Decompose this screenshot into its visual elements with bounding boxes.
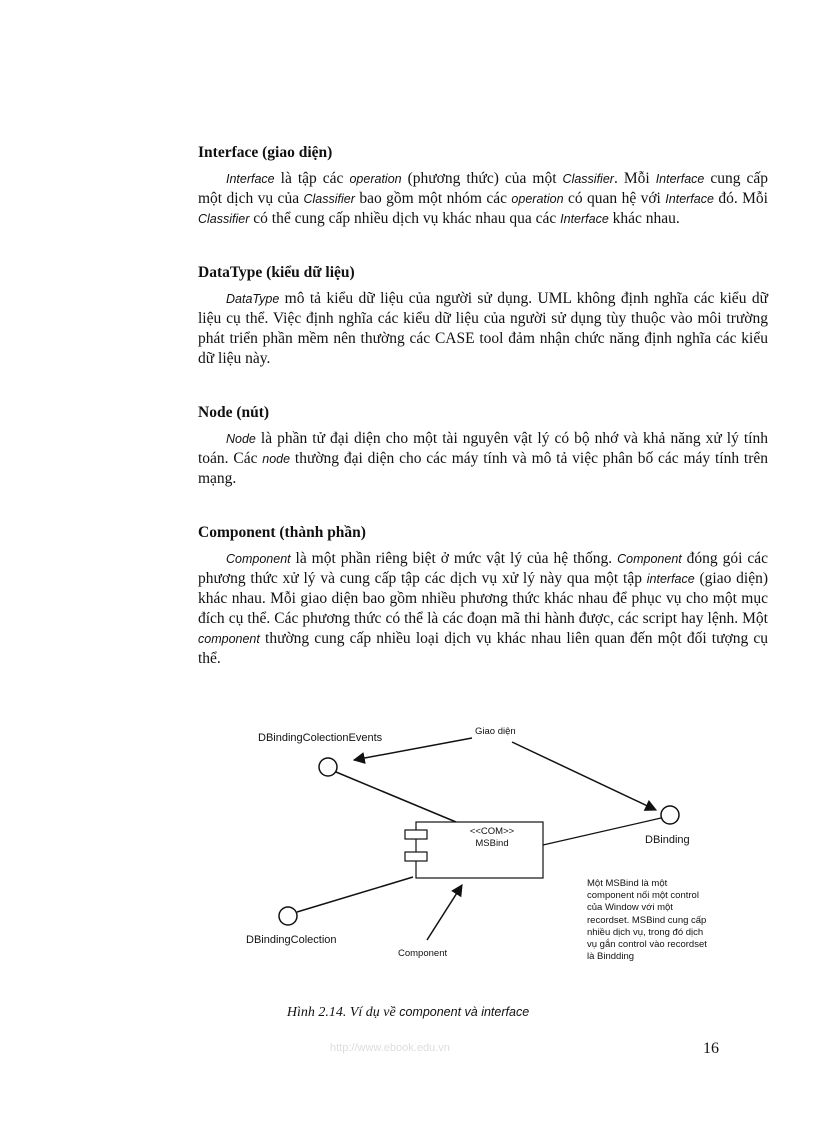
label-giao-dien: Giao diện [475, 726, 516, 737]
term: Classifier [303, 192, 355, 206]
page-number: 16 [703, 1040, 719, 1057]
term: node [262, 452, 291, 466]
text-run: (phương thức) của một [401, 170, 563, 187]
term: Classifier [562, 172, 614, 186]
text-run: cung cấp một dịch vụ của [198, 170, 769, 207]
arrow-to-dbinding [512, 742, 656, 810]
text-run: mô tả kiểu dữ liệu của người sử dụng. UML không định nghĩa các kiểu dữ liệu cụ thể. Việc định nghĩa các kiểu dữ liệu của người sử dụng tùy thuộc vào môi trường phát triển phần mềm nên thường các CASE tool đảm nhận chức năng định nghĩa các kiểu dữ liệu này. [198, 290, 768, 367]
interface-events-circle [319, 758, 337, 776]
text-run: bao gồm một nhóm các [354, 190, 512, 207]
term: Interface [665, 192, 714, 206]
connector-dbinding [543, 818, 661, 845]
term: interface [646, 572, 695, 586]
note-line: của Window với một [587, 902, 673, 914]
note-line: Một MSBind là một [587, 878, 668, 889]
label-dbinding-collection: DBindingColection [246, 934, 337, 946]
component-tab-bottom [405, 852, 427, 861]
term: operation [511, 192, 564, 206]
term: Interface [226, 172, 275, 186]
section-heading: Interface (giao diện) [198, 144, 333, 161]
text-run: là phần tử đại diện cho một tài nguyên vật lý có bộ nhớ và khả năng xử lý tính toán. Các [198, 430, 768, 467]
text-run: thường đại diện cho các máy tính và mô tả việc phân bố các máy tính trên mạng. [198, 450, 768, 487]
note-line: component nối một control [587, 890, 699, 902]
label-dbinding: DBinding [645, 834, 690, 846]
term: DataType [226, 292, 280, 306]
section-heading: DataType (kiểu dữ liệu) [198, 264, 355, 281]
figure-caption [0, 1005, 816, 1021]
diagram-note [587, 878, 737, 963]
text-run: . Mỗi [613, 170, 656, 187]
text-run: thường cung cấp nhiều loại dịch vụ khác nhau liên quan đến một đối tượng cụ thể. [198, 630, 768, 667]
interface-dbinding-circle [661, 806, 679, 824]
text-run: (giao diện) khác nhau. Mỗi giao diện bao gồm nhiều phương thức khác nhau để phục vụ cho một mục đích cụ thể. Các phương thức có thể là các đoạn mã thi hành được, các script hay lệnh. Một [198, 570, 768, 627]
label-dbinding-collection-events: DBindingColectionEvents [258, 732, 383, 744]
term: component [198, 632, 260, 646]
section-heading: Node (nút) [198, 404, 270, 421]
term: Component [617, 552, 682, 566]
caption-prefix: Hình 2.14. Ví dụ về [286, 1005, 400, 1020]
text-run: là tập các [274, 170, 350, 187]
term: Component [226, 552, 291, 566]
component-stereotype: <<COM>> [469, 826, 515, 837]
interface-collection-circle [279, 907, 297, 925]
component-tab-top [405, 830, 427, 839]
component-name: MSBind [475, 838, 509, 849]
text-run: đó. Mỗi [713, 190, 768, 207]
text-run: có thể cung cấp nhiều dịch vụ khác nhau qua các [249, 210, 561, 227]
section-heading: Component (thành phần) [198, 524, 366, 541]
text-run: khác nhau. [608, 210, 680, 227]
connector-events [336, 772, 456, 822]
footer-url: http://www.ebook.edu.vn [330, 1042, 450, 1054]
term: Node [226, 432, 256, 446]
term: Classifier [198, 212, 250, 226]
text-run: đóng gói các phương thức xử lý và cung cấp tập các dịch vụ xử lý này qua một tập [198, 550, 768, 587]
arrow-to-component [427, 885, 462, 940]
label-component: Component [398, 948, 448, 959]
note-line: vụ gắn control vào recordset [587, 939, 707, 951]
term: operation [349, 172, 402, 186]
connector-collection [297, 877, 413, 912]
term: Interface [655, 172, 705, 186]
term: Interface [560, 212, 609, 226]
text-run: là một phần riêng biệt ở mức vật lý của hệ thống. [290, 550, 618, 567]
text-run: có quan hệ với [563, 190, 666, 207]
note-line: recordset. MSBind cung cấp [587, 914, 707, 926]
note-line: nhiều dịch vụ, trong đó dịch [587, 926, 704, 938]
component-box-label [452, 826, 532, 850]
note-line: là Bindding [587, 951, 635, 963]
caption-suffix: component và interface [399, 1005, 530, 1019]
